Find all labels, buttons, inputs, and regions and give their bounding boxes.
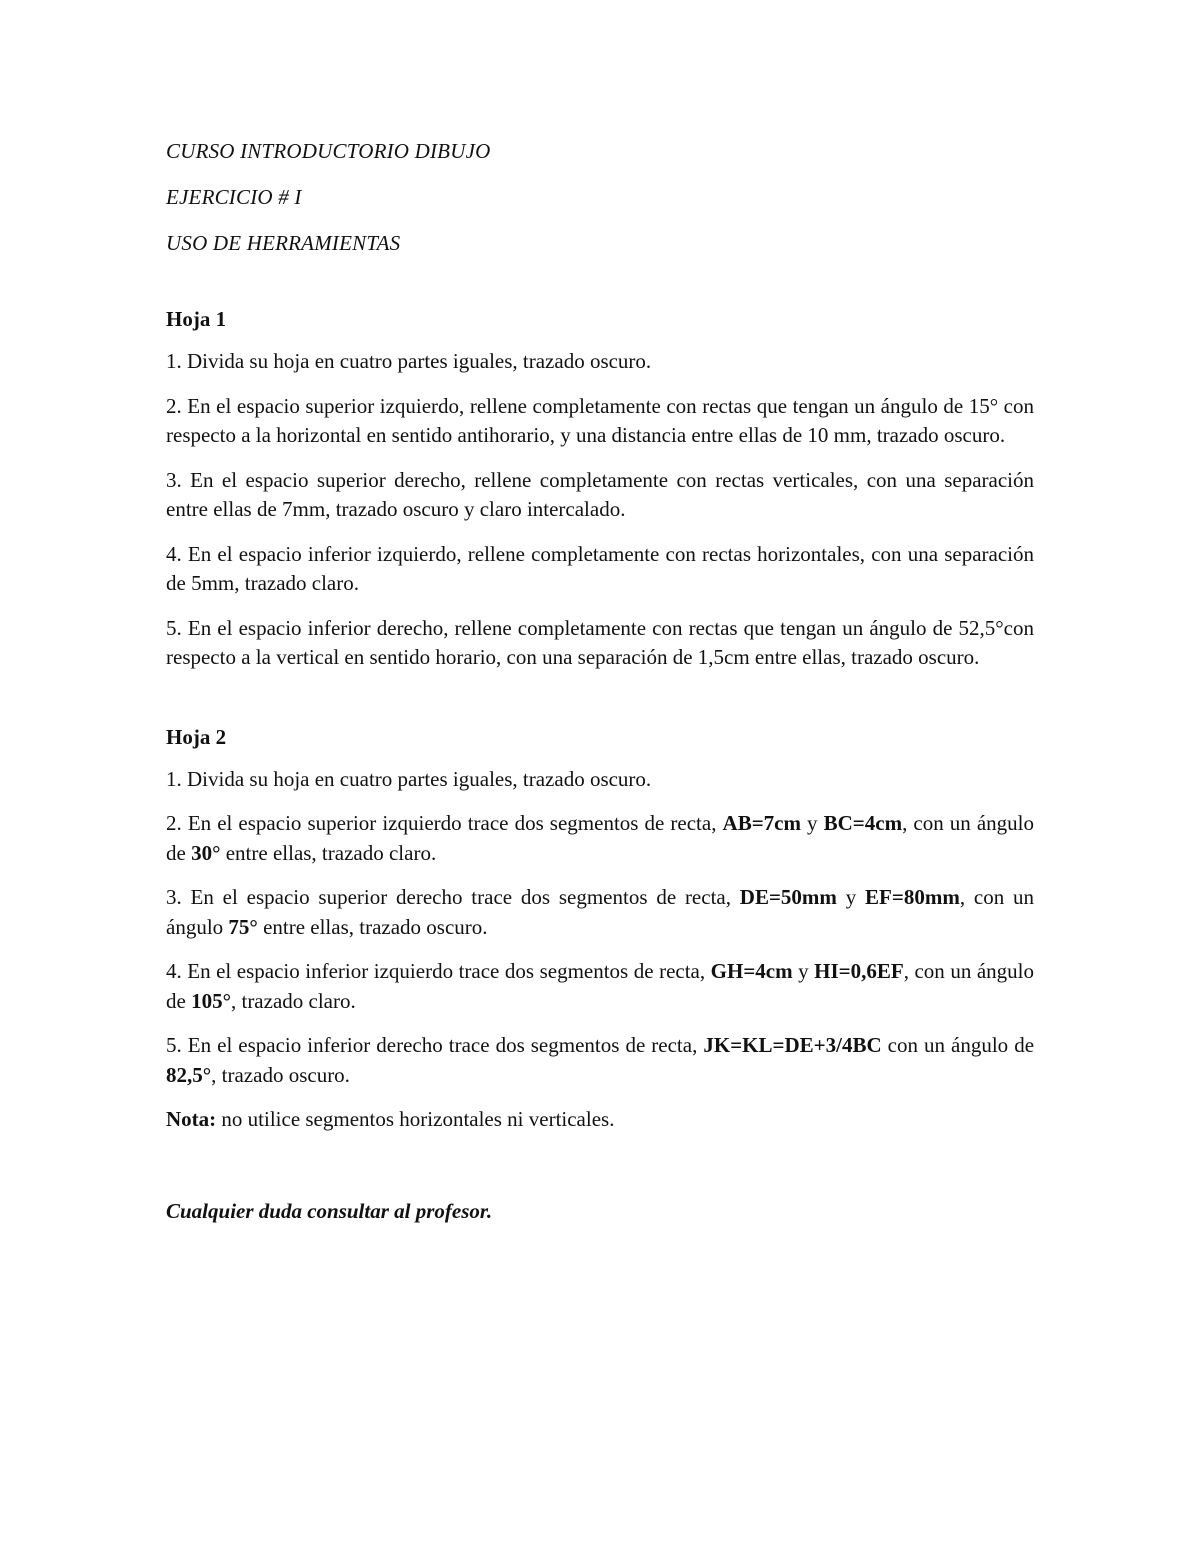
- sheet1-item-4: 4. En el espacio inferior izquierdo, rellene completamente con rectas horizontales, con una separación de 5mm, trazado claro.: [166, 541, 1034, 595]
- item-text: 5. En el espacio inferior derecho trace dos segmentos de recta,: [166, 1033, 704, 1057]
- sheet1-item-1: 1. Divida su hoja en cuatro partes iguales, trazado oscuro.: [166, 349, 652, 373]
- angle-value: 105°: [191, 988, 231, 1013]
- item-text: y: [800, 811, 824, 835]
- segment-de: DE=50mm: [739, 885, 837, 909]
- sheet2-item-4: [166, 957, 1034, 1016]
- item-text: , con un ángulo de: [166, 959, 1034, 1013]
- item-text: , trazado claro.: [230, 988, 356, 1013]
- sheet2-item-3: [166, 883, 1034, 942]
- sheet2-note: [166, 1105, 1034, 1135]
- segment-gh: GH=4cm: [710, 959, 793, 983]
- sheet2-title: Hoja 2: [166, 724, 227, 749]
- item-text: , con un ángulo de: [166, 811, 1035, 865]
- sheet2-item-2: [166, 809, 1034, 868]
- exercise-number: EJERCICIO # I: [166, 185, 302, 209]
- segment-bc: BC=4cm: [823, 811, 903, 835]
- sheet1-section: [166, 305, 1034, 673]
- sheet2-item-5: [166, 1031, 1034, 1090]
- item-text: 4. En el espacio inferior izquierdo trace dos segmentos de recta,: [166, 959, 711, 983]
- item-text: 3. En el espacio superior derecho trace dos segmentos de recta,: [166, 885, 740, 909]
- segment-ab: AB=7cm: [722, 811, 801, 835]
- item-text: y: [792, 959, 815, 983]
- segment-ef: EF=80mm: [865, 885, 960, 909]
- item-text: y: [836, 885, 866, 909]
- exercise-topic: USO DE HERRAMIENTAS: [166, 231, 401, 255]
- segment-jk-kl: JK=KL=DE+3/4BC: [703, 1033, 882, 1057]
- item-text: entre ellas, trazado claro.: [220, 840, 437, 865]
- angle-value: 30°: [191, 840, 221, 865]
- closing-note: Cualquier duda consultar al profesor.: [166, 1198, 493, 1223]
- angle-value: 75°: [228, 914, 258, 939]
- item-text: 2. En el espacio superior izquierdo trace dos segmentos de recta,: [166, 811, 723, 835]
- course-title: CURSO INTRODUCTORIO DIBUJO: [166, 139, 491, 163]
- angle-value: 82,5°: [166, 1062, 212, 1087]
- sheet1-item-2: 2. En el espacio superior izquierdo, rellene completamente con rectas que tengan un ángulo de 15° con respecto a la horizontal en sentido antihorario, y una distancia entre ellas de 10 mm, trazado oscuro.: [166, 393, 1034, 447]
- item-text: , trazado oscuro.: [211, 1062, 350, 1087]
- note-text: no utilice segmentos horizontales ni verticales.: [216, 1107, 615, 1131]
- item-text: con un ángulo de: [881, 1033, 1035, 1057]
- item-text: entre ellas, trazado oscuro.: [257, 914, 488, 939]
- sheet1-item-3: 3. En el espacio superior derecho, rellene completamente con rectas verticales, con una separación entre ellas de 7mm, trazado oscuro y claro intercalado.: [166, 467, 1034, 521]
- sheet1-item-5: 5. En el espacio inferior derecho, rellene completamente con rectas que tengan un ángulo de 52,5°con respecto a la vertical en sentido horario, con una separación de 1,5cm entre ellas, trazado oscuro.: [166, 615, 1034, 669]
- note-label: Nota:: [166, 1107, 217, 1131]
- segment-hi: HI=0,6EF: [814, 959, 904, 983]
- item-text: , con un ángulo: [166, 885, 1035, 939]
- sheet2-item-1: 1. Divida su hoja en cuatro partes iguales, trazado oscuro.: [166, 766, 652, 791]
- sheet1-title: Hoja 1: [166, 307, 227, 331]
- sheet2-section: [166, 723, 1034, 1135]
